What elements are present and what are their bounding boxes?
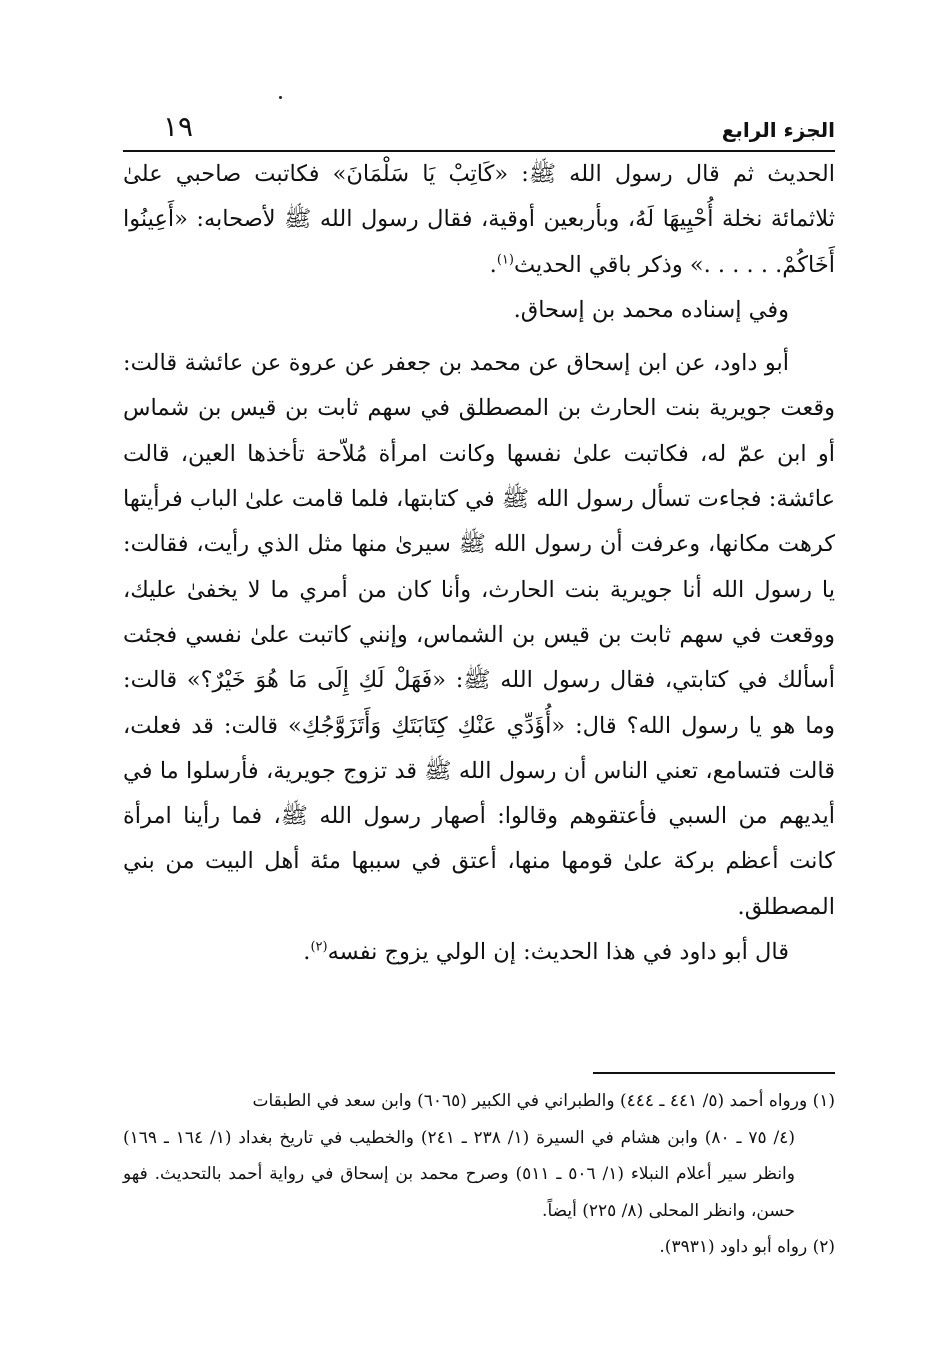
main-text [123, 152, 835, 975]
paragraph-1-end: . [489, 251, 497, 278]
footnote-1-line-1: (١) ورواه أحمد (٥/ ٤٤١ ـ ٤٤٤) والطبراني في الكبير (٦٠٦٥) وابن سعد في الطبقات [252, 1091, 835, 1111]
paragraph-1 [123, 152, 835, 288]
footnote-2: (٢) رواه أبو داود (٣٩٣١). [659, 1237, 835, 1257]
paragraph-3: أبو داود، عن ابن إسحاق عن محمد بن جعفر عن عروة عن عائشة قالت: وقعت جويرية بنت الحارث بن المصطلق في سهم ثابت بن قيس بن شماس أو ابن عمّ له، فكاتبت علىٰ نفسها وكانت امرأة مُلاّحة تأخذها العين، قالت عائشة: فجاءت تسأل رسول الله ﷺ في كتابتها، فلما قامت علىٰ الباب فرأيتها كرهت مكانها، وعرفت أن رسول الله ﷺ سيرىٰ منها مثل الذي رأيت، فقالت: يا رسول الله أنا جويرية بنت الحارث، وأنا كان من أمري ما لا يخفىٰ عليك، ووقعت في سهم ثابت بن قيس بن الشماس، وإنني كاتبت علىٰ نفسي فجئت أسألك في كتابتي، فقال رسول الله ﷺ: «فَهَلْ لَكِ إِلَى مَا هُوَ خَيْرٌ؟» قالت: وما هو يا رسول الله؟ قال: «أُؤَدِّي عَنْكِ كِتَابَتَكِ وَأَتَزَوَّجُكِ» قالت: قد فعلت، قالت فتسامع، تعني الناس أن رسول الله ﷺ قد تزوج جويرية، فأرسلوا ما في أيديهم من السبي فأعتقوهم وقالوا: أصهار رسول الله ﷺ، فما رأينا امرأة كانت أعظم بركة علىٰ قومها منها، أعتق في سببها مئة أهل البيت من بني المصطلق. [123, 350, 835, 920]
footnote-1-continuation: (٤/ ٧٥ ـ ٨٠) وابن هشام في السيرة (١/ ٢٣٨ ـ ٢٤١) والخطيب في تاريخ بغداد (١/ ١٦٤ ـ ١٦٩) وانظر سير أعلام النبلاء (١/ ٥٠٦ ـ ٥١١) وصرح محمد بن إسحاق في رواية أحمد بالتحديث. فهو حسن، وانظر المحلى (٨/ ٢٢٥) أيضاً. [123, 1127, 795, 1221]
page-number: ١٩ [163, 110, 194, 143]
paragraph-1-text: الحديث ثم قال رسول الله ﷺ: «كَاتِبْ يَا سَلْمَانَ» فكاتبت صاحبي علىٰ ثلاثمائة نخلة أُحْيِيهَا لَهُ، وبأربعين أوقية، فقال رسول الله ﷺ لأصحابه: «أَعِينُوا أَخَاكُمْ. . . . . .» وذكر باقي الحديث [123, 161, 835, 278]
footnote-ref-1: (١) [496, 252, 514, 268]
page-header [123, 110, 835, 152]
footnote-divider [593, 1072, 835, 1074]
print-speck [279, 96, 282, 99]
running-title: الجزء الرابع [721, 118, 835, 142]
footnotes [123, 1083, 835, 1266]
paragraph-2: وفي إسناده محمد بن إسحاق. [513, 296, 789, 323]
paragraph-4 [123, 930, 835, 975]
paragraph-4-text: قال أبو داود في هذا الحديث: إن الولي يزوج نفسه [327, 939, 789, 966]
footnote-ref-2: (٢) [310, 939, 328, 955]
paragraph-4-end: . [303, 939, 311, 966]
